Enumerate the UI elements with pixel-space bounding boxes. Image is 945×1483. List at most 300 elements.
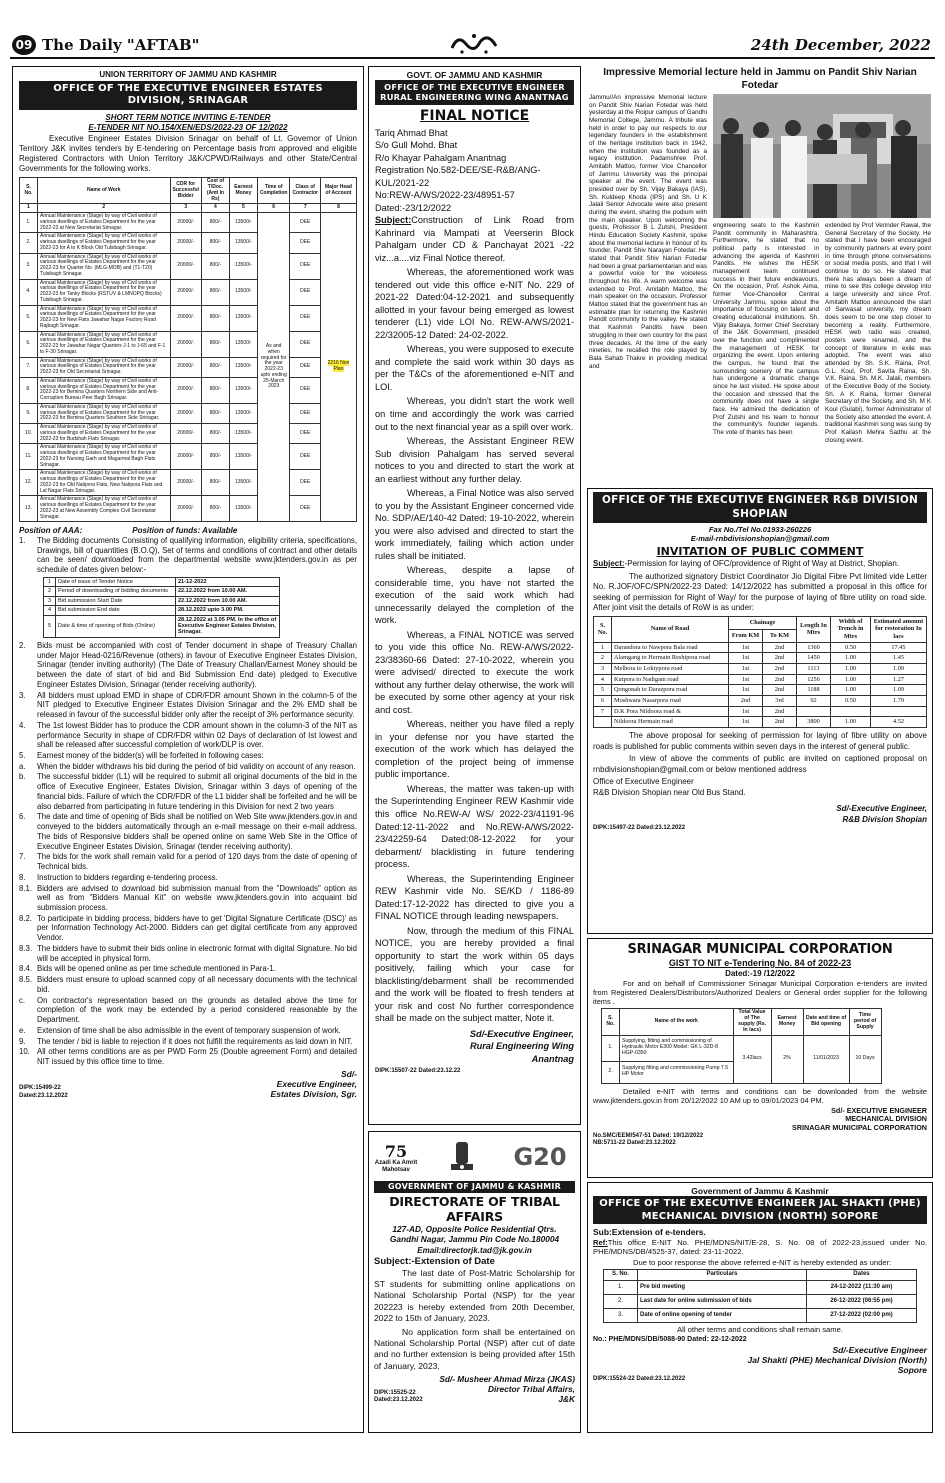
cell-em: 13500/- (229, 403, 257, 423)
phe-ref (593, 1238, 927, 1257)
table-row (20, 305, 357, 331)
rural-paragraph: Whereas, the aforementioned work was tendered out vide this office e-NIT No. 229 of 2021-22 Dated:04-12-2021 and subsequently allotted in your favour being emerged as lowest tenderer (L1) vide LOI No. REW-A/WS/2021-22/32005-12 Dated: 24-02-2022. (375, 267, 574, 340)
cell-class: DEE (290, 424, 321, 444)
col-cost: Cost of T/Doc. (Amt In Rs) (201, 178, 229, 204)
rnb-cell-from: 1st (729, 717, 763, 728)
rural-signature (375, 1028, 574, 1066)
lecture-col3: extended by Prof Verinder Rawal, the General Secretary of the Society. He stated that I have been encouraged by community partners at every point in time through phone conversations or social media posts, and that I will continue to do so. He stated that there has always been a dream of mine to see this college develop into a large university and since Prof. Amitabh Mattoo announced the start of Sarwasat university, my dream does seem to be one step closer to becoming a reality. Furthermore, HESK web radio was created, posters were renamed, and the concept of literature in exile was adopted. The event was also attended by Sh. S.K. Raina, Prof. G.L. Koul, Prof. Savita Raina, Sh. V.K. Raina, Sh. M.K. Jalali, members of the Executive Body of the Society. Sh. A K Raina, former General Secretary of the Society, and Sh. M K Koul (Gulabi), former Administrator of the Society also attended the event. A traditional Kashmiri song was sung by Prof Kailash Mehra Sadhu at the closing event. (825, 222, 931, 444)
item-number: 6. (19, 812, 26, 822)
table-row (20, 403, 357, 423)
rnb-cell-sno: 3 (594, 664, 612, 675)
azadi-logo-text: Azadi Ka Amrit Mahotsav (374, 1160, 418, 1173)
item-number: 2. (19, 640, 26, 650)
cell-work: Annual Maintenance (Stage) by way of Civil works of various dwellings of Estates Department for the year 2022-23 for Budshah Flats Srinagar. (38, 424, 171, 444)
addressee-line: No:REW-A/WS/2022-23/48951-57 (375, 190, 515, 201)
rnb-cell-amt: 1.27 (871, 674, 927, 685)
item-text: The date and time of opening of Bids shall be notified on Web Site www.jktenders.gov.in and conveyed to the bidders automatically through an e-mail message on their e-mail address. The bids of Responsive bidders shall be opened online on same Web Site in the Office of Executive Engineer Estates Division, Srinagar (tender receiving authority). (37, 812, 357, 851)
rural-paragraphs (375, 266, 574, 1024)
cell-work: Annual Maintenance (Stage) by way of Civil works of various dwellings of Estates Department for the year 2022-23 at New Assembly Complex Civil Secretariat Srinagar. (38, 496, 171, 522)
smc-work: Supplying fitting and commissioning Pump 7.5 HP Motor (620, 1061, 734, 1083)
estates-sign-office: Estates Division, Sgr. (270, 1089, 357, 1100)
table-row (20, 444, 357, 470)
major-head-label: 2216 Non Plan (327, 360, 350, 373)
phe-cell-sno: 1. (604, 1280, 638, 1294)
rural-office-banner: OFFICE OF THE EXECUTIVE ENGINEER RURAL ENGINEERING WING ANANTNAG (375, 80, 574, 104)
rnb-col-amount: Estimated amount for restoration In lacs (871, 616, 927, 642)
colnum: 3 (170, 204, 201, 213)
list-item (19, 812, 357, 851)
rnb-cell-from: 1st (729, 642, 763, 653)
estates-dipk-block (19, 1085, 68, 1100)
rnb-cell-to: 2nd (763, 642, 797, 653)
cell-em: 13500/- (229, 279, 257, 305)
cell-class: DEE (290, 470, 321, 496)
phe-sign2: Jal Shakti (PHE) Mechanical Division (North) (747, 1354, 927, 1365)
cell-cost: 800/- (201, 357, 229, 377)
list-item (19, 691, 357, 720)
table-row (594, 696, 927, 707)
date-num: 5 (44, 615, 56, 637)
list-item (19, 1047, 357, 1066)
rnb-cell-sno: 1 (594, 642, 612, 653)
colnum: 6 (257, 204, 290, 213)
rnb-cell-name: Melhora to Loktypora road (612, 664, 729, 675)
date-label: Bid submission End date (56, 606, 176, 615)
smc-period: 10 Days (849, 1035, 881, 1083)
smc-col-sno: S. No. (602, 1008, 620, 1035)
phe-table (603, 1269, 917, 1322)
estates-intro: Executive Engineer Estates Division Srinagar on behalf of Lt. Governor of Union Territory J&K invites tenders by E-tendering on Percentage basis from approved and eligible Registered Contractors with Union Territory J&K/CPWD/Railways and other State/Central Governments for the following works. (19, 134, 357, 174)
smc-p1: Detailed e-NIT with terms and conditions can be downloaded from the website www.jktenders.gov.in from 20/12/2022 10 AM up to 09/01/2023 04 PM. (593, 1086, 927, 1105)
item-number: 8.2. (19, 913, 33, 923)
item-text: To participate in bidding process, bidders have to get 'Digital Signature Certificate (DSC)' as per Information Technology Act-2000. Bidders can get digital certificate from any approved Vendor. (37, 913, 357, 943)
item-text: Earnest money of the bidder(s) will be forfeited in following cases: (37, 750, 264, 760)
cell-class: DEE (290, 377, 321, 403)
rnb-p2: The above proposal for seeking of permission for laying of fibre utility on above roads is published for public comments within seven days in the interest of general public. (593, 731, 927, 751)
rnb-cell-sno: 6 (594, 696, 612, 707)
rnb-cell-name: Nildoora Hermain road (612, 717, 729, 728)
cell-sno: 2. (20, 233, 38, 253)
rnb-cell-to: 2nd (763, 653, 797, 664)
cell-class: DEE (290, 305, 321, 331)
item-text: Bids must be accompanied with cost of Tender document in shape of Treasury Challan under Major Head-0216/Revenue (others) in favour of Executive Engineer Estates Division, Srinagar (tender inviting authority) (The Date of Treasury Challan/Earnest Money should be between the date of start of bid and Bid Submission End date) pledged to Executive Engineer Estates Division, Srinagar (tender receiving authority). (37, 640, 357, 689)
cell-cdr: 20000/- (170, 403, 201, 423)
colnum: 1 (20, 204, 38, 213)
phe-col-sno: S. No. (604, 1270, 638, 1280)
rnb-cell-w: 1.00 (831, 664, 871, 675)
item-text: The bidders have to submit their bids online in electronic format with digital Signature. No bid will be accepted in physical form. (37, 943, 357, 963)
item-text: All bidders must upload EMD in shape of CDR/FDR amount Shown in the column-5 of the NIT pledged to Executive Engineer Estates Division Srinagar and the 2% EMD shall be released in favour of the successful bidder only after the receipt of 3% performance security. (37, 690, 357, 720)
rnb-cell-from: 1st (729, 685, 763, 696)
tribal-footer (374, 1384, 575, 1404)
azadi-logo: 75 Azadi Ka Amrit Mahotsav (374, 1141, 418, 1173)
smc-col-work: Name of the work (620, 1008, 734, 1035)
phe-ref-text: This office E-NIT No. PHE/MDNS/NIT/E-28, S. No. 08 of 2022-23,issued under No. PHE/MDNS/DB/4525-37, dated: 23-11-2022. (593, 1237, 927, 1256)
rnb-office-banner: OFFICE OF THE EXECUTIVE ENGINEER R&B DIVISION SHOPIAN (593, 492, 927, 523)
rnb-cell-to: 2nd (763, 706, 797, 717)
item-number: 8.5. (19, 975, 33, 985)
tribal-p2: No application form shall be entertained on National Scholarship Portal (NSP) after cut of date and no further extension is being provided after 15th of January, 2023. (374, 1326, 575, 1371)
smc-em: 2% (771, 1035, 803, 1083)
table-row (602, 1035, 882, 1061)
cell-sno: 12. (20, 470, 38, 496)
emblem-icon (442, 1138, 482, 1178)
addressee-line: Dated:-23/12/2022 (375, 202, 452, 213)
cell-em: 13500/- (229, 357, 257, 377)
estates-clauses-b (19, 641, 357, 1067)
item-text: The Bidding documents Consisting of qualifying information, eligibility criteria, specifications, Drawings, bill of quantities (B.O.Q), Set of terms and conditions of contract and other details can be seen/ downloaded from the departmental website www.jktenders.gov.in as per schedule of dates given below:- (37, 536, 357, 575)
rnb-addr2: R&B Division Shopian near Old Bus Stand. (593, 787, 746, 797)
cell-cost: 800/- (201, 279, 229, 305)
rnb-cell-amt: 1.09 (871, 664, 927, 675)
phe-col-dates: Dates (806, 1270, 916, 1280)
phe-sub: Sub:Extension of e-tenders. (593, 1227, 706, 1238)
rnb-cell-name: Qongonah to Darazpora road (612, 685, 729, 696)
table-row (20, 253, 357, 279)
lecture-col1: Jammu//An impressive Memorial lecture on Pandit Shiv Narian Fotedar was held yesterday at the Roipur campus of Gandhi Memorial College, Jammu. A tribute was held in order to pay our respects to our legendary founders in the establishment of the heritage institution back in 1942, when the institution was founded as a legacy institution. Padamshree Prof. Amitabh Mattoo, former Vice Chancellor of Jammu University was the principal speaker at the event. The event was presided over by Sh. Vijay Bakaya (IAS), Sh. Kuldeep Khoda (IPS) and Sh. U K Jalali Senior Advocate were also present during the event, sharing the podium with the main speaker. Upon welcoming the guests, Professor B L Zutshi, President Hindu Education Society Kashmir, spoke about the memorial lecture in honour of its founder, Pandit Shiv Narayan Fotedar. He stated that Pandit Shiv Narian Fotedar had been a great parliamentarian and was a powerful voice for the voiceless throughout his life. A warm welcome was extended to Prof. Amitabh Mattoo, the main speaker on the occasion. Professor Mattoo stated that the government has an estimable plan for returning the Kashmiri Pandit community to the valley. He stated that Kashmiri Pandits have been struggling in their own country for the past three decades. At the time of the early nineties, he recalled the role played by Bala Sahab Thakre in providing medical and (589, 94, 707, 370)
cell-cdr: 20000/- (170, 377, 201, 403)
cell-em: 13500/- (229, 470, 257, 496)
rnb-cell-w: 1.00 (831, 685, 871, 696)
smc-table (601, 1008, 882, 1084)
cell-completion: As and when required for the year 2022-23 upto ending 25-March 2023 (257, 213, 290, 522)
table-row (594, 653, 927, 664)
estates-dates-table (43, 577, 280, 638)
smc-sno: 2. (602, 1061, 620, 1083)
phe-cell-date: 26-12-2022 (06:55 pm) (806, 1294, 916, 1308)
estates-table-header (20, 178, 357, 204)
rnb-col-length: Length In Mtrs (797, 616, 831, 642)
cell-sno: 6. (20, 331, 38, 357)
cell-cdr: 20000/- (170, 305, 201, 331)
tribal-govt: GOVERNMENT OF JAMMU & KASHMIR (374, 1181, 575, 1193)
list-item (19, 964, 357, 974)
estates-aaa: Position of AAA: (19, 526, 83, 536)
item-number: 7. (19, 852, 26, 862)
tribal-email: Email:directorjk.tad@jk.gov.in (417, 1246, 532, 1256)
estates-ut: UNION TERRITORY OF JAMMU AND KASHMIR (99, 70, 277, 79)
smc-col-em: Earnest Money (771, 1008, 803, 1035)
rural-sign1: Sd/-Executive Engineer, (469, 1028, 574, 1039)
date-label: Bid submission Start Date (56, 596, 176, 605)
table-row (594, 706, 927, 717)
smc-dated: Dated:-19 /12/2022 (725, 968, 795, 978)
rnb-cell-sno: 2 (594, 653, 612, 664)
rnb-p3: In view of above the comments of public are invited on captioned proposal on rnbdivisionshopian@gmail.com or below mentioned address (593, 754, 927, 774)
cell-em: 13500/- (229, 444, 257, 470)
table-row (44, 596, 280, 605)
rnb-cell-len: 1360 (797, 642, 831, 653)
date-value: 28.12.2022 upto 3.00 PM. (175, 606, 279, 615)
cell-cost: 800/- (201, 233, 229, 253)
rnb-cell-w: 1.00 (831, 653, 871, 664)
rnb-col-from: From KM (729, 629, 763, 642)
smc-value: 3.42lacs (733, 1035, 771, 1083)
colnum: 8 (321, 204, 357, 213)
tribal-signature (488, 1384, 575, 1404)
cell-cost: 800/- (201, 253, 229, 279)
rnb-col-sno: S. No. (594, 616, 612, 642)
item-text: The bids for the work shall remain valid for a period of 120 days from the date of opening of Technical bids. (37, 852, 357, 872)
cell-class: DEE (290, 253, 321, 279)
date-num: 1 (44, 577, 56, 586)
estates-positions (19, 526, 357, 536)
item-number: 8. (19, 872, 26, 882)
rnb-email: E-mail-rnbdivisionshopian@gmail.com (690, 534, 830, 544)
list-item (19, 996, 357, 1025)
rnb-cell-len: 92 (797, 696, 831, 707)
cell-cdr: 20000/- (170, 424, 201, 444)
addressee-line: R/o Khayar Pahalgam Anantnag (375, 152, 507, 163)
list-item (19, 884, 357, 913)
rnb-title: INVITATION OF PUBLIC COMMENT (656, 544, 864, 558)
item-text: On contractor's representation based on the grounds as detailed above the time for completion of the work may be extended by a period considered reasonable by the Department. (37, 995, 357, 1025)
rural-subject-label: Subject: (375, 215, 412, 226)
cell-work: Annual Maintenance (Stage) by way of Civil works of various dwellings of Estates Department for the year 2022-23 for Nursing Garh and Magarmal Bagh Flats Srinagar. (38, 444, 171, 470)
cell-cdr: 20000/- (170, 213, 201, 233)
rnb-cell-w: 1.00 (831, 674, 871, 685)
phe-col-particulars: Particulars (638, 1270, 807, 1280)
addressee-line: S/o Gull Mohd. Bhat (375, 140, 458, 151)
rural-addressee (375, 127, 574, 215)
rnb-cell-len (797, 706, 831, 717)
rural-paragraph: Whereas, a FINAL NOTICE was served to you vide this office No. REW-A/WS/2022-23/38360-66 Dated: 27-10-2022, wherein you were advised/ directed to execute the work without any further delay otherwise, the work will be executed by some other agency at your risk and cost. (375, 629, 574, 715)
paper-logo-icon (448, 30, 500, 56)
cell-class: DEE (290, 213, 321, 233)
estates-table-colnums (20, 204, 357, 213)
rnb-subject-text: -Permission for laying of OFC/providence of Right of Way at District, Shopian. (624, 558, 900, 568)
rural-paragraph: Whereas, you were supposed to execute and complete the said work within 30 days as per the T&Cs of the aforementioned e-NIT and LOI. (375, 344, 574, 392)
table-row (44, 587, 280, 596)
rnb-subject-label: Subject: (593, 558, 625, 568)
rnb-cell-to: 3rd (763, 696, 797, 707)
page-number: 09 (12, 35, 36, 55)
phe-ref-label: Ref: (593, 1237, 608, 1247)
col-head: Major Head of Account (321, 178, 357, 204)
phe-notice (587, 1182, 933, 1433)
cell-work: Annual Maintenance (Stage) by way of Civil works of various dwellings of Estates Department for the year 2022-23 for New Flats Jawahar Nagar Factory Road Rajbagh Srinagar. (38, 305, 171, 331)
item-text: All other terms conditions are as per PWD Form 25 (Double agreement Form) and detailed NIT issued by this office time to time. (37, 1047, 357, 1066)
tribal-sign3: J&K (558, 1394, 575, 1405)
table-row (20, 424, 357, 444)
date-label: Date of issue of Tender Notice (56, 577, 176, 586)
table-row (20, 213, 357, 233)
phe-govt: Government of Jammu & Kashmir (691, 1186, 829, 1196)
masthead-rule (10, 57, 935, 59)
cell-cost: 800/- (201, 496, 229, 522)
rnb-cell-w: 0.50 (831, 642, 871, 653)
estates-sign-title: Executive Engineer, (276, 1079, 357, 1090)
table-row (594, 685, 927, 696)
phe-cell-date: 27-12-2022 (02:00 pm) (806, 1308, 916, 1322)
tribal-dated: Dated:23.12.2022 (374, 1396, 423, 1403)
table-row (20, 357, 357, 377)
rnb-cell-from: 1st (729, 653, 763, 664)
phe-cell-particulars: Last date for online submission of bids (638, 1294, 807, 1308)
cell-cost: 800/- (201, 377, 229, 403)
rnb-cell-w: 1.00 (831, 717, 871, 728)
rnb-cell-name: Kutpora to Nadigam road (612, 674, 729, 685)
estates-dipk: DIPK:15499-22 (19, 1085, 61, 1092)
phe-cell-particulars: Pre bid meeting (638, 1280, 807, 1294)
rnb-col-road: Name of Road (612, 616, 729, 642)
list-item (19, 914, 357, 943)
table-row (44, 606, 280, 615)
list-item (19, 1026, 357, 1036)
tribal-addr1: 127-AD, Opposite Police Residential Qtrs. (392, 1224, 557, 1235)
addressee-line: Tariq Ahmad Bhat (375, 127, 448, 138)
rural-dipk: DIPK:15507-22 Dated:23.12.22 (375, 1068, 461, 1075)
rnb-cell-to: 2nd (763, 685, 797, 696)
cell-em: 13500/- (229, 213, 257, 233)
cell-em: 13500/- (229, 253, 257, 279)
col-class: Class of Contractor (290, 178, 321, 204)
item-number: 5. (19, 750, 26, 760)
rural-title: FINAL NOTICE (419, 107, 530, 124)
cell-sno: 13. (20, 496, 38, 522)
phe-sign3: Sopore (897, 1365, 927, 1376)
list-item (19, 751, 357, 761)
col-sno: S. No. (20, 178, 38, 204)
rnb-cell-sno: 5 (594, 685, 612, 696)
cell-class: DEE (290, 444, 321, 470)
smc-sign3: SRINAGAR MUNICIPAL CORPORATION (792, 1123, 927, 1133)
table-row (20, 331, 357, 357)
item-number: 4. (19, 720, 26, 730)
cell-work: Annual Maintenance (Stage) by way of Civil works of various dwellings of Estates Department for the year 2022-23 at New Secretariat Srinagar. (38, 213, 171, 233)
estates-subtitle2: E-TENDER NIT NO.154/XEN/EDS/2022-23 OF 12/2022 (88, 122, 288, 132)
cell-cdr: 20000/- (170, 470, 201, 496)
table-row (604, 1294, 917, 1308)
tribal-dipk-block (374, 1390, 423, 1405)
rnb-cell-amt: 1.45 (871, 653, 927, 664)
cell-cdr: 20000/- (170, 357, 201, 377)
cell-cdr: 20000/- (170, 444, 201, 470)
cell-sno: 10. (20, 424, 38, 444)
cell-cost: 800/- (201, 424, 229, 444)
cell-em: 13500/- (229, 305, 257, 331)
table-row (20, 233, 357, 253)
tribal-office: DIRECTORATE OF TRIBAL AFFAIRS (389, 1193, 560, 1224)
item-text: Extension of time shall be also admissible in the event of temporary suspension of work. (37, 1025, 341, 1035)
rnb-cell-w: 0.50 (831, 696, 871, 707)
list-item (19, 772, 357, 811)
rnb-cell-name: Moshwara Nasarpora road (612, 696, 729, 707)
cell-work: Annual Maintenance (Stage) by way of Civil works of various dwellings of Estates Department for the year 2022-23 for Quarter No. (MLG-MOB) and (T1-T20) Tulsibagh Srinagar. (38, 253, 171, 279)
estates-works-table (19, 177, 357, 522)
estates-sign: Sd/- (340, 1068, 357, 1079)
item-number: 1. (19, 536, 26, 545)
rnb-cell-name: D.K Pora Nildoora road & (612, 706, 729, 717)
cell-work: Annual Maintenance (Stage) by way of Civil works of various dwellings of Estates Department for the year 2022-23 for Bemina Quarters Southern Side Srinagar. (38, 403, 171, 423)
rnb-cell-sno: 7 (594, 706, 612, 717)
cell-em: 13500/- (229, 233, 257, 253)
estates-footer (19, 1079, 357, 1100)
rural-sign2: Rural Engineering Wing (469, 1041, 574, 1052)
cell-em: 13500/- (229, 496, 257, 522)
estates-clauses-a (19, 536, 357, 575)
rural-subject-text: Construction of Link Road from Kahrinard via Mampati at Veerserin Block Pahalgam under CD & Panchayat 2021 -22 viz...a....viz Final Notice thereof. (375, 215, 574, 263)
item-number: e. (19, 1025, 26, 1035)
table-row (20, 496, 357, 522)
smc-opening: 11/01/2023 (803, 1035, 849, 1083)
item-text: The tender / bid is liable to rejection if it does not fulfill the requirements as laid down in NIT. (37, 1036, 353, 1046)
col-em: Earnest Money (229, 178, 257, 204)
rnb-cell-len: 1188 (797, 685, 831, 696)
cell-cost: 800/- (201, 213, 229, 233)
table-row (594, 642, 927, 653)
rnb-cell-to: 2nd (763, 664, 797, 675)
rnb-cell-to: 2nd (763, 674, 797, 685)
item-number: 3. (19, 690, 26, 700)
rural-paragraph: Whereas, despite a lapse of considerable time, you have not started the execution of the said work which had unnecessarily delayed the completion of the work. (375, 565, 574, 626)
cell-sno: 5. (20, 305, 38, 331)
rnb-notice (587, 488, 933, 934)
item-number: c. (19, 995, 26, 1005)
tribal-sign2: Director Tribal Affairs, (488, 1384, 575, 1394)
col-cdr: CDR for Successful Bidder (170, 178, 201, 204)
cell-major-head (321, 213, 357, 522)
cell-sno: 8. (20, 377, 38, 403)
phe-cell-sno: 3. (604, 1308, 638, 1322)
tribal-subject: Subject:-Extension of Date (374, 1256, 495, 1268)
colnum: 4 (201, 204, 229, 213)
rnb-cell-len: 3800 (797, 717, 831, 728)
smc-sign2: MECHANICAL DIVISION (845, 1114, 927, 1124)
rnb-cell-from: 2nd (729, 696, 763, 707)
table-row (604, 1308, 917, 1322)
rnb-addr1: Office of Executive Engineer (593, 777, 694, 787)
rnb-cell-amt: 1.09 (871, 685, 927, 696)
rural-notice (368, 66, 581, 1125)
phe-p1: Due to poor response the above referred e-NIT is hereby extended as under: (633, 1258, 892, 1268)
cell-class: DEE (290, 233, 321, 253)
lecture-photo (713, 94, 931, 218)
table-row (44, 577, 280, 586)
rnb-row-table (593, 616, 927, 728)
rnb-cell-from: 1st (729, 674, 763, 685)
item-number: 10. (19, 1047, 30, 1057)
rnb-subject (593, 559, 927, 570)
rnb-cell-name: Alamgang to Hermain Reshipora road (612, 653, 729, 664)
date-value: 21-12-2022 (175, 577, 279, 586)
lecture-title: Impressive Memorial lecture held in Jammu on Pandit Shiv Narian Fotedar (603, 67, 917, 91)
cell-class: DEE (290, 496, 321, 522)
item-text: When the bidder withdraws his bid during the period of bid validity on account of any reason. (37, 761, 356, 771)
phe-cell-sno: 2. (604, 1294, 638, 1308)
rnb-p1: The authorized signatory District Coordinator Jio Digital Fibre Pvt limited vide Letter No. R.JOF/OFC/SPN/2022-23 Dated: 14/12/2022 has submitted a proposal in this office for seeking of permission for Right of Way/ for the purpose of laying of fibre utility on road side. After joint visit the details of RoW is as under: (593, 571, 927, 613)
cell-em: 13500/- (229, 424, 257, 444)
smc-sign1: Sd/- EXECUTIVE ENGINEER (831, 1105, 927, 1115)
colnum: 5 (229, 204, 257, 213)
item-text: Bids will be opened online as per time schedule mentioned in Para-1. (37, 964, 276, 974)
table-row (594, 664, 927, 675)
item-number: 8.1. (19, 883, 33, 893)
rural-paragraph: Whereas, a Final Notice was also served to you by the Assistant Engineer concerned vide No. SDP/AE/140-42 Dated: 19-10-2022, wherein you were also advised and directed to start the work immediately, failing which action under rules shall be initiated. (375, 488, 574, 561)
date-num: 2 (44, 587, 56, 596)
cell-work: Annual Maintenance (Stage) by way of Civil works of various dwellings of Estates Department for the year 2022-23 for Old Secretariat Srinagar. (38, 357, 171, 377)
tribal-sign1: Sd/- Musheer Ahmad Mirza (JKAS) (439, 1373, 575, 1384)
cell-work: Annual Maintenance (Stage) by way of Civil works of various dwellings of Estates Department for the year 2022-23 for Old Natipora Flats, New Natipora Flats and Lal Nagar Flats Srinagar. (38, 470, 171, 496)
rnb-sign2: R&B Division Shopian (842, 814, 927, 824)
rural-paragraph: Whereas, neither you have filed a reply in your defense nor you have started the execution of the work which has delayed the completion of the project being of immense public importance. (375, 719, 574, 780)
smc-col-opening: Date and time of Bid opening (803, 1008, 849, 1035)
table-row (20, 377, 357, 403)
cell-work: Annual Maintenance (Stage) by way of Civil works of various dwellings of Estates Department for the year 2022-23 for A to K Block Old Tulsibagh Srinagar. (38, 233, 171, 253)
cell-cdr: 20000/- (170, 496, 201, 522)
cell-class: DEE (290, 357, 321, 377)
tribal-logos (374, 1135, 575, 1181)
